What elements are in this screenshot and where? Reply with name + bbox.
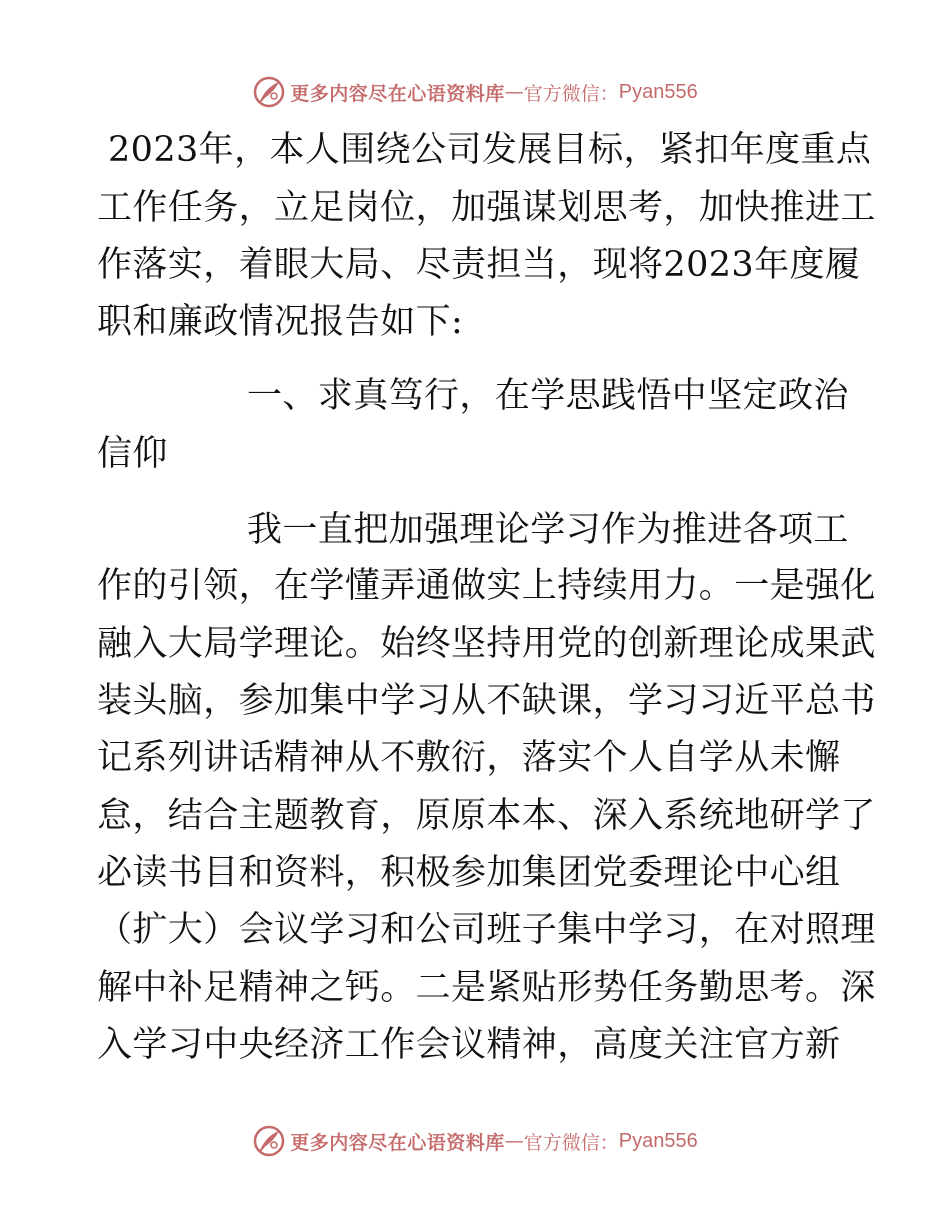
section-heading: 一、求真笃行，在学思践悟中坚定政治 <box>247 376 849 416</box>
paragraph-line: 装头脑，参加集中学习从不缺课，学习习近平总书 <box>97 681 876 721</box>
watermark-text: 更多内容尽在心语资料库 <box>290 82 505 105</box>
paragraph-line: 职和廉政情况报告如下: <box>97 302 464 342</box>
footer-watermark <box>0 1121 950 1161</box>
paragraph-line: 记系列讲话精神从不敷衍，落实个人自学从未懈 <box>97 738 841 778</box>
watermark-wechat-id: Pyan556 <box>618 1129 698 1152</box>
paragraph-line: 怠，结合主题教育，原原本本、深入系统地研学了 <box>97 796 876 836</box>
watermark-wechat-label: 官方微信： <box>523 82 619 105</box>
paragraph-line: 入学习中央经济工作会议精神，高度关注官方新 <box>97 1025 841 1065</box>
paragraph-line: 必读书目和资料，积极参加集团党委理论中心组 <box>97 853 841 893</box>
paragraph-line: （扩大）会议学习和公司班子集中学习，在对照理 <box>97 910 876 950</box>
section-heading: 信仰 <box>97 434 168 474</box>
watermark-text: 更多内容尽在心语资料库 <box>290 1131 505 1154</box>
watermark-dash: — <box>504 81 524 103</box>
paragraph-line: 工作任务，立足岗位，加强谋划思考，加快推进工 <box>97 188 876 228</box>
paragraph-line: 作的引领，在学懂弄通做实上持续用力。一是强化 <box>97 566 876 606</box>
feather-pen-logo-icon <box>252 1124 286 1158</box>
paragraph-line: 融入大局学理论。始终坚持用党的创新理论成果武 <box>97 624 876 664</box>
paragraph-line: 作落实，着眼大局、尽责担当，现将2023年度履 <box>97 245 861 285</box>
paragraph-line: 解中补足精神之钙。二是紧贴形势任务勤思考。深 <box>97 968 876 1008</box>
watermark-dash: — <box>504 1130 524 1152</box>
paragraph-line: 我一直把加强理论学习作为推进各项工 <box>247 510 849 550</box>
watermark-wechat-id: Pyan556 <box>618 80 698 103</box>
paragraph-line: 2023年，本人围绕公司发展目标，紧扣年度重点 <box>108 130 872 170</box>
watermark-wechat-label: 官方微信： <box>523 1131 619 1154</box>
